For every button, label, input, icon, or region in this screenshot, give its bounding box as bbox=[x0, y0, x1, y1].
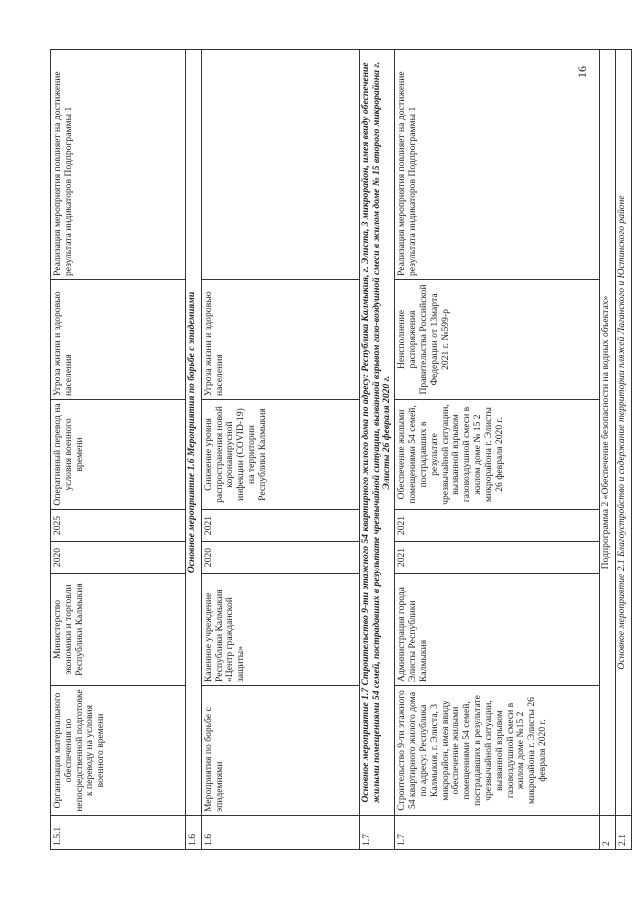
section-heading: Основное мероприятие 1.6 Мероприятия по борьбе с эпидемиями bbox=[186, 50, 202, 816]
table-row bbox=[51, 50, 186, 850]
start-year: 2020 bbox=[201, 542, 359, 574]
page-number: 16 bbox=[575, 66, 589, 78]
section-heading-row bbox=[359, 50, 394, 850]
row-number: 1.6 bbox=[201, 816, 359, 850]
measures-table bbox=[50, 49, 632, 850]
start-year: 2021 bbox=[395, 542, 600, 574]
indicator-influence: Реализация мероприятия повлияет на достижение результата индикаторов Подпрограммы 1 bbox=[395, 50, 600, 280]
executor: Министерство экономики и торговли Республики Калмыкия bbox=[51, 574, 186, 686]
indicator-influence: Реализация мероприятия повлияет на достижение результата индикаторов Подпрограммы 1 bbox=[51, 50, 186, 280]
measure-name: Мероприятия по борьбе с эпидемиями bbox=[201, 686, 359, 816]
expected-result: Снижение уровня распространения новой коронавирусной инфекции (COVID-19) на территории Республики Калмыкия bbox=[201, 400, 359, 510]
row-number: 2 bbox=[600, 816, 616, 850]
end-year: 2025 bbox=[51, 510, 186, 542]
non-implementation-consequence: Угроза жизни и здоровью населения bbox=[51, 280, 186, 400]
section-heading-row bbox=[616, 50, 632, 850]
row-number: 1.6 bbox=[186, 816, 202, 850]
section-heading-row bbox=[600, 50, 616, 850]
table-row bbox=[201, 50, 359, 850]
row-number: 1.7 bbox=[395, 816, 600, 850]
row-number: 2.1 bbox=[616, 816, 632, 850]
rotated-table-page bbox=[50, 50, 629, 850]
expected-result: Обеспечение жилыми помещениями 54 семей, пострадавших в результате чрезвычайной ситуации, вызванной взрывом газовоздушной смеси в жилом доме № 15 2 микрорайона г. Элисты 26 февраля 2020 г. bbox=[395, 400, 600, 510]
executor: Администрация города Элисты Республики Калмыкия bbox=[395, 574, 600, 686]
measure-name: Строительство 9-ти этажного 54 квартирного жилого дома по адресу: Республика Калмыкия, г. Элиста, 3 микрорайон, имея ввиду обеспечение жилыми помещениями 54 семей, пострадавших в результате чрезвычайной ситуации, вызванной взрывом газовоздушной смеси в жилом доме №15 2 микрорайона г. Элисты 26 февраля 2020 г. bbox=[395, 686, 600, 816]
row-number: 1.7 bbox=[359, 816, 394, 850]
start-year: 2020 bbox=[51, 542, 186, 574]
non-implementation-consequence: Неисполнение распоряжения Правительства Российской Федерации от 13марта 2021 г. №599-р bbox=[395, 280, 600, 400]
measure-name: Организация материального обеспечения по непосредственной подготовке к переводу на условия военного времени bbox=[51, 686, 186, 816]
executor: Казенное учреждение Республики Калмыкия «Центр гражданской защиты» bbox=[201, 574, 359, 686]
non-implementation-consequence: Угроза жизни и здоровью населения bbox=[201, 280, 359, 400]
section-heading: Основное мероприятие 2.1 Благоустройство и содержание территории пляжей Лаганского и Юстинского районе bbox=[616, 50, 632, 816]
table-row bbox=[395, 50, 600, 850]
end-year: 2021 bbox=[201, 510, 359, 542]
indicator-influence bbox=[201, 50, 359, 280]
end-year: 2021 bbox=[395, 510, 600, 542]
section-heading: Основное мероприятие 1.7 Строительство 9-ти этажного 54 квартирного жилого дома по адресу: Республика Калмыкия, г. Элиста, 3 микрорайон, имея ввиду обеспечение жилыми помещениями 54 семей, пострадавших в результате чрезвычайной ситуации, вызванной взрывом газо-воздушной смеси в жилом доме № 15 второго микрорайона г. Элисты 26 февраля 2020 г. bbox=[359, 50, 394, 816]
expected-result: Оперативный перевод на условия военного времени bbox=[51, 400, 186, 510]
subprogram-heading: Подпрограмма 2 «Обеспечение безопасности на водных объектах» bbox=[600, 50, 616, 816]
row-number: 1.5.1 bbox=[51, 816, 186, 850]
section-heading-row bbox=[186, 50, 202, 850]
